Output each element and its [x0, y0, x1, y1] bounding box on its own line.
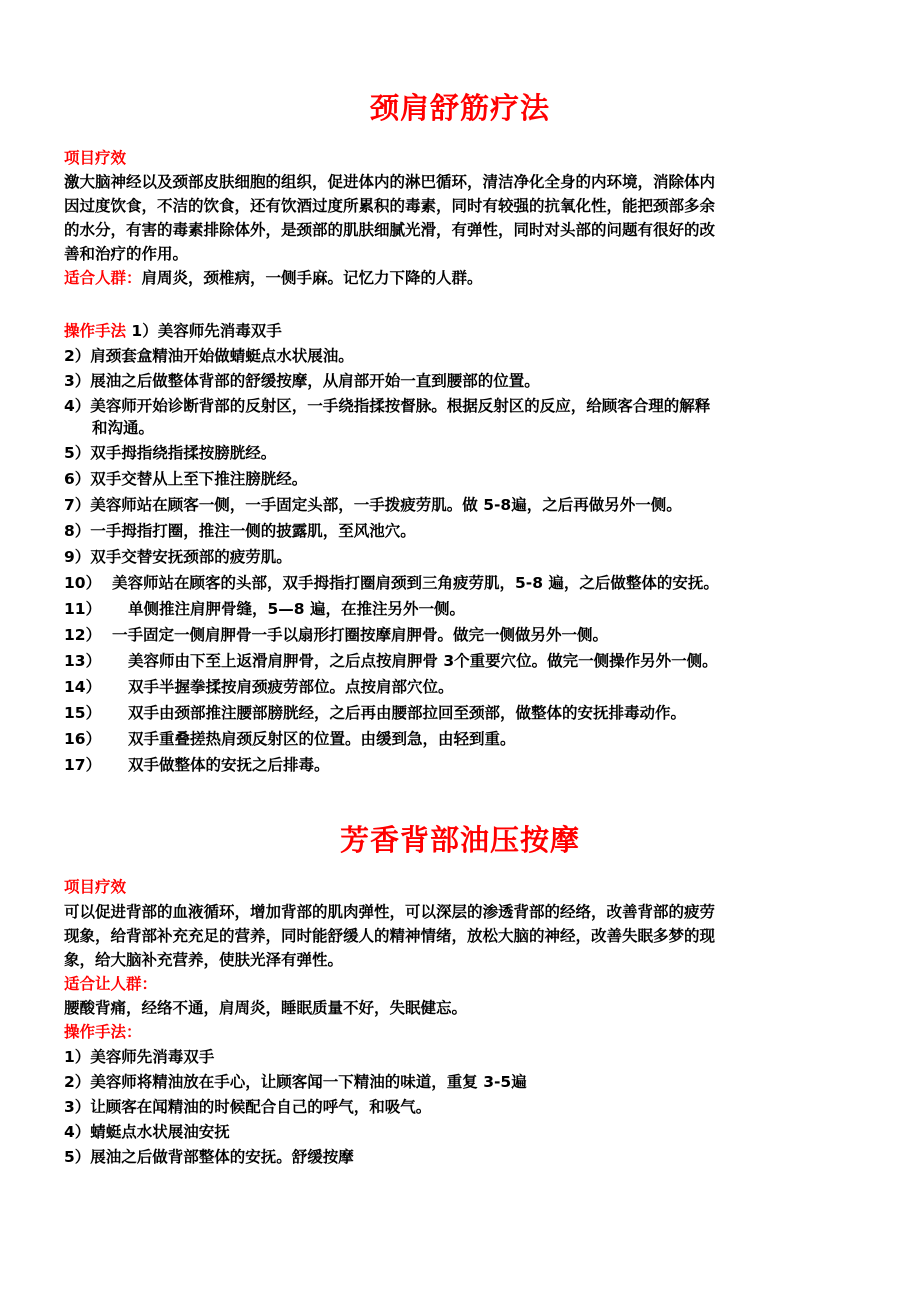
section1-step — [64, 547, 864, 567]
step-number: 2） — [64, 347, 91, 365]
step-number: 4） — [64, 397, 91, 415]
step-number: 16） — [64, 730, 102, 748]
step-number: 7） — [64, 496, 91, 514]
step-number: 12） — [64, 626, 102, 644]
step-number: 17） — [64, 756, 102, 774]
step-text: 美容师将精油放在手心，让顾客闻一下精油的味道，重复 3-5遍 — [90, 1073, 527, 1091]
section1-method-first — [64, 321, 864, 341]
step-number: 1） — [131, 322, 158, 340]
step-text: 双手交替安抚颈部的疲劳肌。 — [90, 548, 292, 566]
section2-step — [64, 1122, 864, 1142]
section1-step — [64, 396, 864, 416]
section1-title: 颈肩舒筋疗法 — [369, 91, 550, 125]
section1-step — [64, 703, 864, 723]
step-number: 8） — [64, 522, 91, 540]
step-text: 双手重叠搓热肩颈反射区的位置。由缓到急，由轻到重。 — [128, 730, 516, 748]
section2-step — [64, 1147, 864, 1167]
step-number: 4） — [64, 1123, 91, 1141]
section1-step — [64, 346, 864, 366]
step-text: 美容师开始诊断背部的反射区，一手绕指揉按督脉。根据反射区的反应，给顾客合理的解释 — [90, 397, 711, 415]
section1-effect-label: 项目疗效 — [64, 149, 127, 167]
section1-step — [64, 469, 864, 489]
section1-step — [64, 573, 864, 593]
section1-step — [64, 625, 864, 645]
section1-method-label: 操作手法 — [64, 322, 127, 340]
section2-step — [64, 1072, 864, 1092]
step-text: 美容师由下至上返滑肩胛骨，之后点按肩胛骨 3个重要穴位。做完一侧操作另外一侧。 — [128, 652, 718, 670]
step-number: 13） — [64, 652, 102, 670]
step-text: 蜻蜓点水状展油安抚 — [90, 1123, 230, 1141]
step-number: 11） — [64, 600, 102, 618]
step-text: 双手拇指绕指揉按膀胱经。 — [90, 444, 277, 462]
section1-step — [64, 521, 864, 541]
section1-step — [64, 729, 864, 749]
section1-crowd-text: 肩周炎，颈椎病，一侧手麻。记忆力下降的人群。 — [141, 269, 483, 287]
section1-effect-line: 的水分，有害的毒素排除体外，是颈部的肌肤细腻光滑，有弹性，同时对头部的问题有很好的改 — [64, 221, 716, 239]
step-text: 双手做整体的安抚之后排毒。 — [128, 756, 330, 774]
section2-title: 芳香背部油压按摩 — [339, 823, 580, 857]
step-number: 6） — [64, 470, 91, 488]
section2-effect-line: 可以促进背部的血液循环，增加背部的肌肉弹性，可以深层的渗透背部的经络，改善背部的疲劳 — [64, 903, 716, 921]
section1-step — [64, 677, 864, 697]
section1-step-continuation: 和沟通。 — [92, 419, 155, 437]
step-text: 让顾客在闻精油的时候配合自己的呼气，和吸气。 — [90, 1098, 432, 1116]
section2-effect-label: 项目疗效 — [64, 878, 127, 896]
section2-crowd-label: 适合让人群： — [64, 975, 158, 993]
step-number: 9） — [64, 548, 91, 566]
step-text: 美容师站在顾客的头部，双手拇指打圈肩颈到三角疲劳肌，5-8 遍，之后做整体的安抚。 — [112, 574, 719, 592]
section1-step — [64, 495, 864, 515]
section2-step — [64, 1097, 864, 1117]
step-number: 14） — [64, 678, 102, 696]
section1-step — [64, 651, 864, 671]
section1-effect-line: 激大脑神经以及颈部皮肤细胞的组织，促进体内的淋巴循环，清洁净化全身的内环境，消除体内 — [64, 173, 716, 191]
step-number: 2） — [64, 1073, 91, 1091]
step-number: 3） — [64, 1098, 91, 1116]
step-text: 美容师先消毒双手 — [90, 1048, 215, 1066]
section1-step — [64, 371, 864, 391]
step-number: 3） — [64, 372, 91, 390]
step-number: 5） — [64, 1148, 91, 1166]
step-text: 一手拇指打圈，推注一侧的披露肌，至风池穴。 — [90, 522, 416, 540]
section2-effect-line: 现象，给背部补充充足的营养，同时能舒缓人的精神情绪，放松大脑的神经，改善失眠多梦的现 — [64, 927, 716, 945]
section2-step — [64, 1047, 864, 1067]
step-number: 15） — [64, 704, 102, 722]
step-text: 一手固定一侧肩胛骨一手以扇形打圈按摩肩胛骨。做完一侧做另外一侧。 — [112, 626, 609, 644]
step-text: 双手由颈部推注腰部膀胱经，之后再由腰部拉回至颈部，做整体的安抚排毒动作。 — [128, 704, 687, 722]
section1-crowd — [64, 268, 864, 288]
step-number: 10） — [64, 574, 102, 592]
section1-step — [64, 599, 864, 619]
section1-crowd-label: 适合人群： — [64, 269, 142, 287]
step-text: 展油之后做背部整体的安抚。舒缓按摩 — [90, 1148, 354, 1166]
section1-step — [64, 443, 864, 463]
step-text: 美容师站在顾客一侧，一手固定头部，一手拨疲劳肌。做 5-8遍，之后再做另外一侧。 — [90, 496, 682, 514]
section1-effect-line: 因过度饮食，不洁的饮食，还有饮酒过度所累积的毒素，同时有较强的抗氧化性，能把颈部多余 — [64, 197, 716, 215]
section2-effect-line: 象，给大脑补充营养，使肤光泽有弹性。 — [64, 951, 344, 969]
step-text: 美容师先消毒双手 — [157, 322, 282, 340]
step-number: 5） — [64, 444, 91, 462]
section2-crowd-text: 腰酸背痛，经络不通，肩周炎，睡眠质量不好，失眠健忘。 — [64, 999, 468, 1017]
section1-effect-line: 善和治疗的作用。 — [64, 245, 189, 263]
step-text: 双手半握拳揉按肩颈疲劳部位。点按肩部穴位。 — [128, 678, 454, 696]
section2-method-label: 操作手法： — [64, 1023, 142, 1041]
step-number: 1） — [64, 1048, 91, 1066]
step-text: 双手交替从上至下推注膀胱经。 — [90, 470, 308, 488]
step-text: 单侧推注肩胛骨缝，5—8 遍，在推注另外一侧。 — [128, 600, 465, 618]
step-text: 肩颈套盒精油开始做蜻蜓点水状展油。 — [90, 347, 354, 365]
step-text: 展油之后做整体背部的舒缓按摩，从肩部开始一直到腰部的位置。 — [90, 372, 540, 390]
section1-step — [64, 755, 864, 775]
